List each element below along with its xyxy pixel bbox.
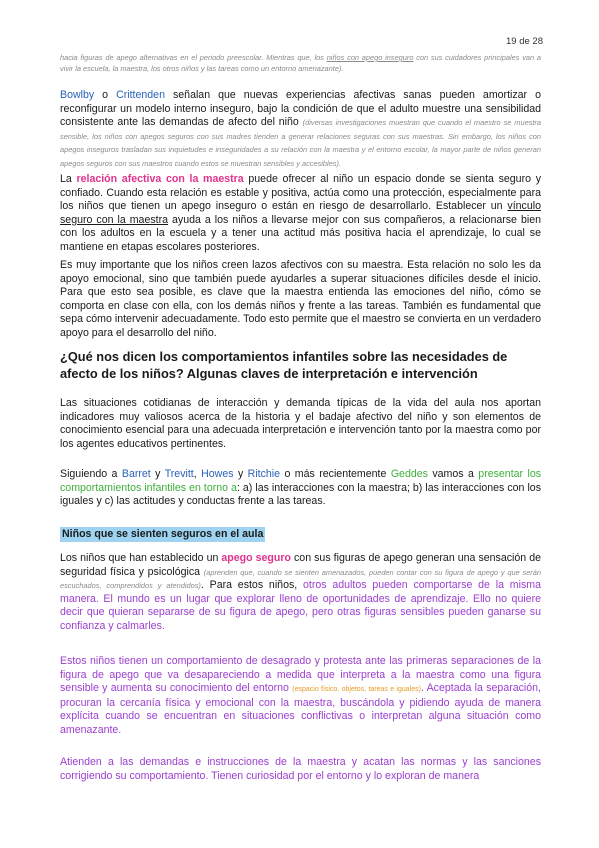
paragraph-apego-seguro: [60, 552, 541, 634]
author-trevitt: Trevitt: [164, 468, 194, 480]
p2-text-b: puede ofrecer al niño un espacio donde se sienta seguro y confiado. Cuando esta relación es estable y positiva, actúa como una protección, especialmente para los niños que tienen un apego inseguro o están en riesgo de desarrollarlo. Establecer un: [60, 173, 541, 213]
inline-link-apego-inseguro[interactable]: niños con apego inseguro: [326, 53, 414, 62]
p5-connector-1: y: [150, 468, 165, 480]
p8-text: Atienden a las demandas e instrucciones de la maestra y acatan las normas y las sanciones corrigiendo su comportamiento. Tienen curiosidad por el entorno y lo exploran de manera: [60, 756, 541, 782]
p1-aside: (diversas investigaciones muestran que cuando el maestro se muestra sensible, los niños con apegos seguros con sus madres tienden a generar relaciones seguras con sus maestras. Sin embargo, los niños con apegos inseguros trasladan sus inquietudes e inseguridades a su relación con la maestra y el entorno escolar, la mayor parte de niños generan apegos seguros con sus maestros cuando estos se muestran sensibles y accesibles).: [60, 118, 542, 168]
p5-connector-3: y: [233, 468, 248, 480]
paragraph-relacion-afectiva: [60, 173, 541, 255]
author-howes: Howes: [201, 468, 234, 480]
paragraph-siguiendo: [60, 468, 541, 509]
p5-text-b: o más recientemente: [280, 468, 391, 480]
p5-text-c: vamos a: [427, 468, 479, 480]
paragraph-lazos-afectivos: [60, 259, 541, 341]
p4-text: Las situaciones cotidianas de interacción y demanda típicas de la vida del aula nos aportan indicadores muy valiosos acerca de la historia y el badaje afectivo del niño y son elementos de conocimiento esencial para una adecuada interpretación e intervención tanto por la maestra como por los agentes educativos pertinentes.: [60, 397, 541, 450]
p5-connector-2: ,: [193, 468, 202, 480]
highlight-apego-seguro: apego seguro: [221, 552, 291, 564]
p6-text-a: Los niños que han establecido un: [60, 552, 222, 564]
paragraph-continuation: [60, 52, 541, 74]
p1-text: señalan que nuevas experiencias afectivas sanas pueden amortizar o reconfigurar un modelo interno inseguro, bajo la condición de que el adulto muestre una sensibilidad consistente ante las demandas de afecto del niño: [60, 89, 541, 129]
author-geddes: Geddes: [390, 468, 428, 480]
p3-text: Es muy importante que los niños creen lazos afectivos con su maestra. Esta relación no solo les da apoyo emocional, sino que también puede ayudarles a superar situaciones difíciles desde el inicio. Para que esto sea posible, es clave que la maestra entienda las emociones del niño, cómo se comporta en clase con ella, con los demás niños y frente a las tareas. También es fundamental que sepa cómo intervenir adecuadamente. Todo esto permite que el maestro se convierta en un verdadero apoyo para el desarrollo del niño.: [60, 259, 541, 339]
paragraph-bowlby: [60, 89, 541, 171]
p5-text-d: : a) las interacciones con la maestra; b) las interacciones con los iguales y c) las actitudes y conductas frente a las tareas.: [60, 481, 541, 508]
highlight-presentar: presentar los comportamientos infantiles en torno a: [60, 468, 542, 494]
paragraph-atienden: [60, 756, 541, 783]
subsection-heading: Niños que se sienten seguros en el aula: [62, 528, 264, 540]
p2-text-c: ayuda a los niños a llevarse mejor con sus compañeros, a relacionarse bien con los adultos en la escuela y a tener una actitud más positiva hacia el aprendizaje, lo cual se mantiene en etapas escolares posteriores.: [60, 213, 541, 253]
highlight-otros-adultos: otros adultos pueden comportarse de la misma manera. El mundo es un lugar que explorar lleno de oportunidades de aprendizaje. Ello no quiere decir que quieran separarse de su figura de apego, pero otras figuras sensibles pueden ganarse su confianza y calmarles.: [60, 579, 541, 632]
p7-text-a: Estos niños tienen un comportamiento de desagrado y protesta ante las primeras separaciones de la figura de apego que va desapareciendo a medida que interpreta a la maestra como una figura sensible y aumenta su conocimiento del entorno: [60, 655, 541, 695]
p0-text-a: hacia figuras de apego alternativas en el periodo preescolar. Mientras que, los: [60, 53, 327, 62]
paragraph-desagrado: [60, 655, 541, 738]
page-number: 19 de 28: [506, 36, 543, 47]
p6-text-b: con sus figuras de apego generan una sensación de seguridad física y psicológica: [60, 552, 541, 578]
highlight-relacion-afectiva: relación afectiva con la maestra: [76, 173, 244, 185]
p5-text-a: Siguiendo a: [60, 468, 122, 480]
p6-aside: (aprenden que, cuando se sienten amenazados, pueden contar con su figura de apego y que serán escuchados, comprendidos y atendidos): [60, 567, 541, 591]
paragraph-situaciones: [60, 397, 541, 451]
p6-text-c: . Para estos niños,: [200, 579, 304, 592]
p1-connector: o: [94, 89, 117, 101]
underline-vinculo-seguro: vínculo seguro con la maestra: [60, 200, 541, 226]
author-bowlby: Bowlby: [60, 89, 95, 101]
author-barret: Barret: [121, 468, 151, 480]
author-crittenden: Crittenden: [116, 89, 165, 101]
section-heading: ¿Qué nos dicen los comportamientos infantiles sobre las necesidades de afecto de los niños? Algunas claves de interpretación e intervención: [60, 349, 508, 381]
author-ritchie: Ritchie: [247, 468, 281, 480]
p7-text-b: . Aceptada la separación, procuran la cercanía física y emocional con la maestra, buscándola y pidiendo ayuda de manera explícita cuando se encuentran en situaciones conflictivas o interpretan alguna situación como amenazante.: [60, 682, 542, 736]
p2-text-a: La: [60, 173, 77, 185]
p0-text-b: con sus cuidadores principales van a vivir la escuela, la maestra, los otros niños y las tareas como un entorno amenazante).: [60, 53, 541, 73]
p7-aside: (espacio físico, objetos, tareas e iguales): [292, 686, 421, 694]
